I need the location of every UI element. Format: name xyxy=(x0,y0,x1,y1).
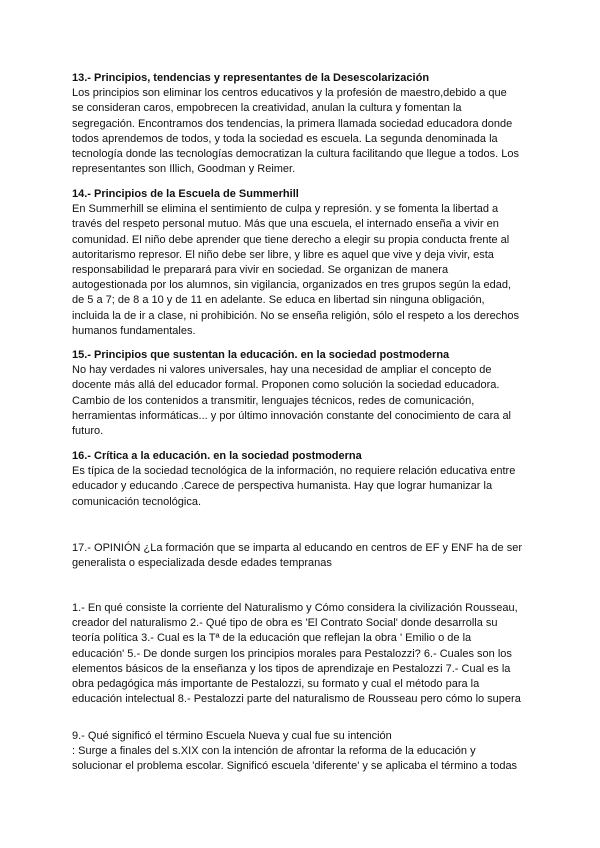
paragraph-line: futuro. xyxy=(72,425,104,438)
paragraph-line: través del respeto personal mutuo. Más que una escuela, el internado enseña a vivir en xyxy=(72,218,499,231)
paragraph-line: Cambio de los contenidos a transmitir, lenguajes técnicos, redes de comunicación, xyxy=(72,394,475,407)
paragraph-line: 9.- Qué significó el término Escuela Nueva y cual fue su intención xyxy=(72,730,392,742)
paragraph-line: elementos básicos de la enseñanza y los tipos de aprendizaje en Pestalozzi 7.- Cual es la xyxy=(72,662,511,675)
paragraph-line: incluida la de ir a clase, ni prohibición. No se enseña religión, sólo el respeto a los derechos xyxy=(72,309,519,322)
paragraph-line: educación intelectual 8.- Pestalozzi parte del naturalismo de Rousseau pero cómo lo supera xyxy=(72,693,521,706)
paragraph-line: humanos fundamentales. xyxy=(72,324,196,337)
paragraph-line: generalista o especializada desde edades tempranas xyxy=(72,557,332,570)
paragraph-line: representantes son Illich, Goodman y Reimer. xyxy=(72,163,296,176)
section-heading: 15.- Principios que sustentan la educación. en la sociedad postmoderna xyxy=(72,349,450,361)
paragraph-line: No hay verdades ni valores universales, hay una necesidad de ampliar el concepto de xyxy=(72,364,492,377)
paragraph-line: comunicación tecnológica. xyxy=(72,495,202,508)
paragraph-line: solucionar el problema escolar. Significó escuela 'diferente' y se aplicaba el término a todas xyxy=(72,760,518,773)
section-heading: 14.- Principios de la Escuela de Summerhill xyxy=(72,188,299,200)
escuela-nueva-section xyxy=(72,729,532,775)
paragraph-line: herramientas informáticas... y por último innovación constante del conocimiento de cara al xyxy=(72,409,512,422)
paragraph-line: Es típica de la sociedad tecnológica de la información, no requiere relación educativa entre xyxy=(72,465,516,478)
opinion-question xyxy=(72,541,532,571)
paragraph-line: docente más allá del educador formal. Proponen como solución la sociedad educadora. xyxy=(72,379,500,392)
paragraph-line: obra pedagógica más importante de Pestalozzi, su formato y cual el método para la xyxy=(72,678,480,691)
section-heading: 16.- Crítica a la educación. en la sociedad postmoderna xyxy=(72,450,362,462)
paragraph-line: creador del naturalismo 2.- Qué tipo de obra es 'El Contrato Social' donde desarrolla su xyxy=(72,617,498,630)
paragraph-line: : Surge a finales del s.XIX con la intención de afrontar la reforma de la educación y xyxy=(72,745,476,758)
section-14 xyxy=(72,187,532,339)
paragraph-line: se consideran caros, empobrecen la creatividad, anulan la cultura y fomentan la xyxy=(72,102,462,115)
paragraph-line: teoría política 3.- Cual es la Tª de la educación que reflejan la obra ' Emilio o de la xyxy=(72,632,472,645)
section-15 xyxy=(72,348,532,439)
paragraph-line: responsabilidad le preparará para vivir en sociedad. Se organizan de manera xyxy=(72,264,449,277)
section-heading: 13.- Principios, tendencias y representantes de la Desescolarización xyxy=(72,72,430,84)
section-16 xyxy=(72,449,532,510)
paragraph-line: 1.- En qué consiste la corriente del Naturalismo y Cómo considera la civilización Rousseau, xyxy=(72,602,518,614)
paragraph-line: 17.- OPINIÓN ¿La formación que se imparta al educando en centros de EF y ENF ha de ser xyxy=(72,542,522,554)
section-13 xyxy=(72,71,532,177)
paragraph-line: autogestionada por los alumnos, sin vigilancia, organizados en tres grupos según la edad, xyxy=(72,279,512,292)
paragraph-line: educación' 5.- De donde surgen los principios morales para Pestalozzi? 6.- Cuales son los xyxy=(72,647,512,660)
paragraph-line: segregación. Encontramos dos tendencias, la primera llamada sociedad educadora donde xyxy=(72,117,513,130)
paragraph-line: En Summerhill se elimina el sentimiento de culpa y represión. y se fomenta la libertad a xyxy=(72,203,499,216)
paragraph-line: Los principios son eliminar los centros educativos y la profesión de maestro,debido a que xyxy=(72,87,507,100)
paragraph-line: comunidad. El niño debe aprender que tiene derecho a elegir su propia conducta frente al xyxy=(72,233,510,246)
paragraph-line: de 5 a 7; de 8 a 10 y de 11 en adelante. Se educa en libertad sin ninguna obligación, xyxy=(72,294,485,307)
paragraph-line: autoritarismo represor. El niño debe ser libre, y libre es aquel que vive y deja vivir, esta xyxy=(72,248,494,261)
paragraph-line: educador y educando .Carece de perspectiva humanista. Hay que lograr humanizar la xyxy=(72,480,493,493)
paragraph-line: todos aprendemos de todos, y toda la sociedad es escuela. La segunda denominada la xyxy=(72,132,498,145)
questions-list xyxy=(72,601,532,707)
paragraph-line: tecnología donde las tecnologías democratizan la cultura facilitando que llegue a todos. Los xyxy=(72,148,520,161)
